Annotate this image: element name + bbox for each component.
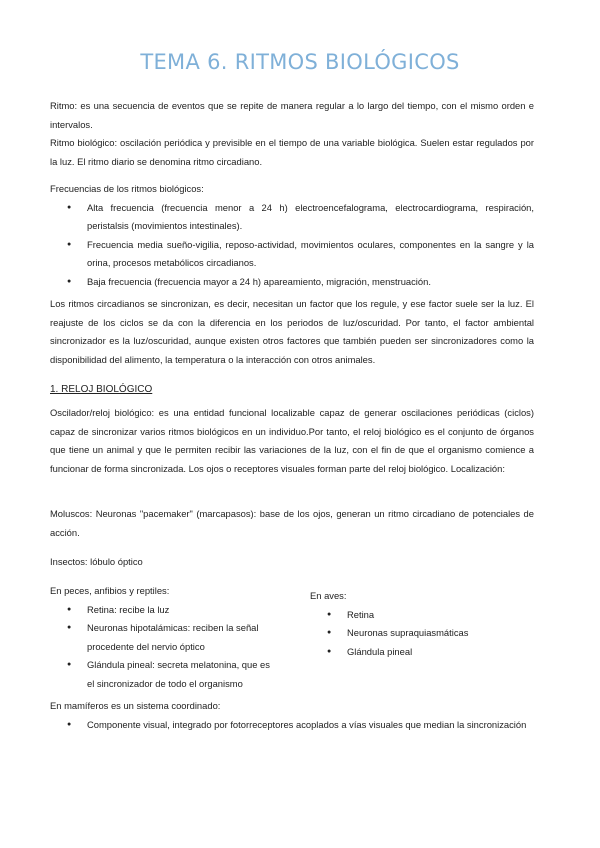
- frequencies-heading: Frecuencias de los ritmos biológicos:: [50, 183, 204, 194]
- bullet-icon: ●: [67, 605, 72, 613]
- circadian-block: [50, 295, 534, 369]
- peces-column: [50, 582, 278, 693]
- bullet-icon: ●: [327, 629, 332, 636]
- ritmo-biologico-definition: Ritmo biológico: oscilación periódica y previsible en el tiempo de una variable biológica. Suelen estar regulados por la luz. El ritmo diario se denomina ritmo circadiano.: [50, 137, 534, 167]
- list-item: ● Glándula pineal: [310, 643, 540, 662]
- moluscos-block: [50, 505, 534, 542]
- bullet-icon: ●: [67, 277, 72, 285]
- insectos-block: [50, 553, 534, 572]
- ritmo-definition: Ritmo: es una secuencia de eventos que se repite de manera regular a lo largo del tiempo, con el mismo orden e intervalos.: [50, 100, 534, 130]
- frequencies-list: [50, 199, 534, 292]
- list-item: ● Retina: recibe la luz: [50, 601, 278, 620]
- list-item: ● Glándula pineal: secreta melatonina, que es el sincronizador de todo el organismo: [50, 656, 278, 693]
- page-title: TEMA 6. RITMOS BIOLÓGICOS: [140, 50, 460, 74]
- list-item: ● Neuronas supraquiasmáticas: [310, 624, 540, 643]
- reloj-paragraph: Oscilador/reloj biológico: es una entidad funcional localizable capaz de generar oscilaciones periódicas (ciclos) capaz de sincronizar varios ritmos biológicos en un individuo.Por tanto, el reloj biológico es el conjunto de órganos que tiene un animal y que le permiten recibir las variaciones de la luz, con el fin de que el organismo comience a funcionar de forma sincronizada. Los ojos o receptores visuales forman parte del reloj biológico. Localización:: [50, 407, 534, 474]
- frequencies-block: [50, 180, 534, 291]
- aves-column: [310, 587, 540, 661]
- moluscos-text: Moluscos: Neuronas "pacemaker" (marcapasos): base de los ojos, generan un ritmo circadiano de potenciales de acción.: [50, 508, 534, 538]
- list-item: ● Alta frecuencia (frecuencia menor a 24 h) electroencefalograma, electrocardiograma, respiración, peristalsis (movimientos intestinales).: [50, 199, 534, 236]
- peces-heading: En peces, anfibios y reptiles:: [50, 585, 170, 596]
- aves-heading: En aves:: [310, 590, 347, 601]
- list-item: ● Frecuencia media sueño-vigilia, reposo-actividad, movimientos oculares, componentes en la sangre y la orina, procesos metabólicos circadianos.: [50, 236, 534, 273]
- list-item: ● Neuronas hipotalámicas: reciben la señal procedente del nervio óptico: [50, 619, 278, 656]
- insectos-text: Insectos: lóbulo óptico: [50, 556, 143, 567]
- reloj-block: [50, 404, 534, 478]
- list-item: ● Componente visual, integrado por fotorreceptores acoplados a vías visuales que median la sincronización: [50, 716, 534, 735]
- bullet-icon: ●: [67, 720, 72, 728]
- aves-list: [310, 606, 540, 662]
- mamiferos-list: [50, 716, 534, 735]
- bullet-icon: ●: [327, 647, 332, 655]
- mamiferos-heading: En mamíferos es un sistema coordinado:: [50, 700, 221, 711]
- bullet-icon: ●: [67, 624, 72, 631]
- bullet-icon: ●: [67, 203, 72, 211]
- circadian-paragraph: Los ritmos circadianos se sincronizan, es decir, necesitan un factor que los regule, y ese factor suele ser la luz. El reajuste de los ciclos se da con la diferencia en los periodos de luz/oscuridad. Por tanto, el factor ambiental sincronizador es la luz/oscuridad, aunque existen otros factores que también pueden ser sincronizadores como la disponibilidad del alimento, la temperatura o la interacción con otros animales.: [50, 298, 534, 365]
- list-item: ● Retina: [310, 606, 540, 625]
- list-item: ● Baja frecuencia (frecuencia mayor a 24 h) apareamiento, migración, menstruación.: [50, 273, 534, 292]
- section-heading-reloj: 1. RELOJ BIOLÓGICO: [50, 384, 153, 395]
- bullet-icon: ●: [67, 661, 72, 668]
- bullet-icon: ●: [67, 240, 72, 248]
- bullet-icon: ●: [327, 610, 332, 618]
- peces-list: [50, 601, 278, 694]
- intro-block: [50, 97, 534, 171]
- mamiferos-block: [50, 697, 534, 734]
